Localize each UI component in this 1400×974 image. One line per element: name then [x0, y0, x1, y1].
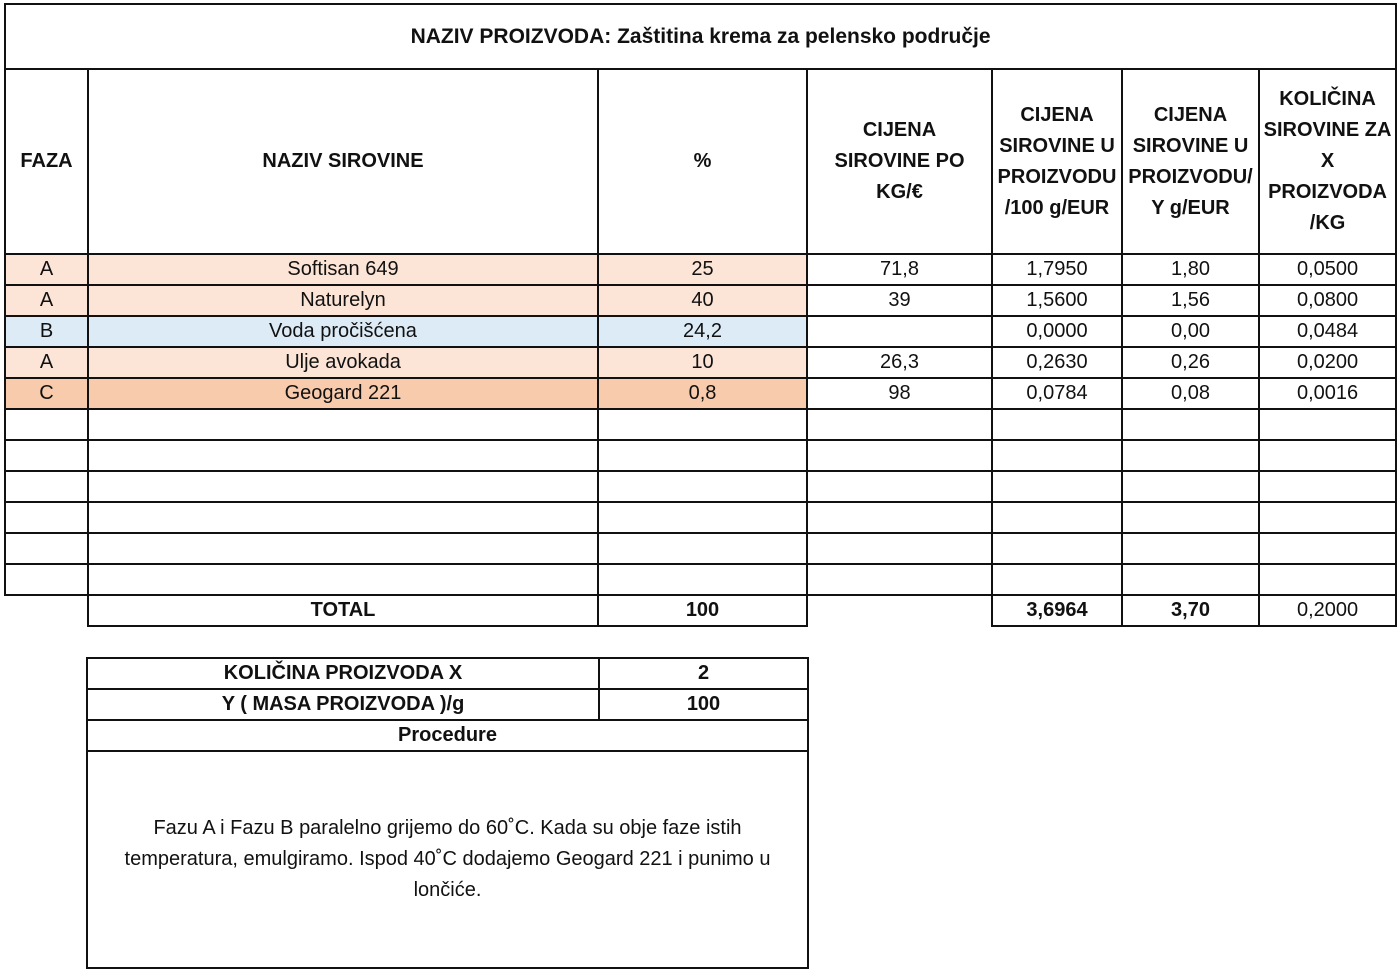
- masa-label: Y ( MASA PROIZVODA )/g: [87, 689, 599, 720]
- cell-faza: A: [5, 285, 88, 316]
- kolicina-label: KOLIČINA PROIZVODA X: [87, 658, 599, 689]
- total-cijena-yg: 3,70: [1122, 595, 1259, 626]
- cell-faza: A: [5, 347, 88, 378]
- procedure-text: Fazu A i Fazu B paralelno grijemo do 60˚C. Kada su obje faze istih temperatura, emulgiramo. Ispod 40˚C dodajemo Geogard 221 i punimo u lončiće.: [87, 751, 808, 968]
- cell-cijena-100g: 1,7950: [992, 254, 1122, 285]
- col-header-kolicina: KOLIČINA SIROVINE ZA X PROIZVODA /KG: [1259, 69, 1396, 254]
- cell-cijena-yg: 1,56: [1122, 285, 1259, 316]
- empty-row: [5, 409, 1396, 440]
- formula-table: [4, 3, 1397, 627]
- col-header-pct: %: [598, 69, 807, 254]
- total-row: [5, 595, 1396, 626]
- total-kolicina: 0,2000: [1259, 595, 1396, 626]
- col-header-naziv: NAZIV SIROVINE: [88, 69, 598, 254]
- kolicina-value: 2: [599, 658, 808, 689]
- cell-kolicina: 0,0500: [1259, 254, 1396, 285]
- cell-pct: 10: [598, 347, 807, 378]
- total-cijena-100g: 3,6964: [992, 595, 1122, 626]
- cell-cijena-100g: 0,2630: [992, 347, 1122, 378]
- cell-cijena-kg: [807, 316, 992, 347]
- col-header-cijena-100g: CIJENA SIROVINE U PROIZVODU /100 g/EUR: [992, 69, 1122, 254]
- cell-kolicina: 0,0016: [1259, 378, 1396, 409]
- cell-faza: C: [5, 378, 88, 409]
- empty-row: [5, 502, 1396, 533]
- total-pct: 100: [598, 595, 807, 626]
- cell-pct: 25: [598, 254, 807, 285]
- cell-pct: 0,8: [598, 378, 807, 409]
- cell-cijena-kg: 26,3: [807, 347, 992, 378]
- cell-kolicina: 0,0484: [1259, 316, 1396, 347]
- cell-naziv: Geogard 221: [88, 378, 598, 409]
- col-header-faza: FAZA: [5, 69, 88, 254]
- cell-cijena-100g: 0,0000: [992, 316, 1122, 347]
- table-row: [5, 347, 1396, 378]
- cell-pct: 24,2: [598, 316, 807, 347]
- cell-cijena-100g: 0,0784: [992, 378, 1122, 409]
- header-row: [5, 69, 1396, 254]
- cell-cijena-kg: 71,8: [807, 254, 992, 285]
- summary-row-masa: [87, 689, 808, 720]
- cell-naziv: Naturelyn: [88, 285, 598, 316]
- cell-faza: A: [5, 254, 88, 285]
- cell-cijena-kg: 98: [807, 378, 992, 409]
- cell-kolicina: 0,0800: [1259, 285, 1396, 316]
- cell-naziv: Ulje avokada: [88, 347, 598, 378]
- cell-cijena-yg: 1,80: [1122, 254, 1259, 285]
- table-row: [5, 316, 1396, 347]
- summary-row-procedure-text: [87, 751, 808, 968]
- table-row: [5, 285, 1396, 316]
- col-header-cijena-kg: CIJENA SIROVINE PO KG/€: [807, 69, 992, 254]
- empty-row: [5, 564, 1396, 595]
- summary-row-procedure-label: [87, 720, 808, 751]
- cell-naziv: Softisan 649: [88, 254, 598, 285]
- empty-row: [5, 533, 1396, 564]
- cell-faza: B: [5, 316, 88, 347]
- empty-row: [5, 440, 1396, 471]
- cell-pct: 40: [598, 285, 807, 316]
- table-row: [5, 378, 1396, 409]
- cell-cijena-100g: 1,5600: [992, 285, 1122, 316]
- masa-value: 100: [599, 689, 808, 720]
- col-header-cijena-yg: CIJENA SIROVINE U PROIZVODU/ Y g/EUR: [1122, 69, 1259, 254]
- cell-naziv: Voda pročišćena: [88, 316, 598, 347]
- cell-cijena-yg: 0,00: [1122, 316, 1259, 347]
- summary-table: [86, 657, 809, 969]
- cell-cijena-yg: 0,26: [1122, 347, 1259, 378]
- cell-kolicina: 0,0200: [1259, 347, 1396, 378]
- cell-cijena-yg: 0,08: [1122, 378, 1259, 409]
- cell-cijena-kg: 39: [807, 285, 992, 316]
- empty-row: [5, 471, 1396, 502]
- product-title: NAZIV PROIZVODA: Zaštitina krema za pelensko područje: [5, 4, 1396, 69]
- procedure-label: Procedure: [87, 720, 808, 751]
- total-label: TOTAL: [88, 595, 598, 626]
- summary-row-kolicina: [87, 658, 808, 689]
- table-row: [5, 254, 1396, 285]
